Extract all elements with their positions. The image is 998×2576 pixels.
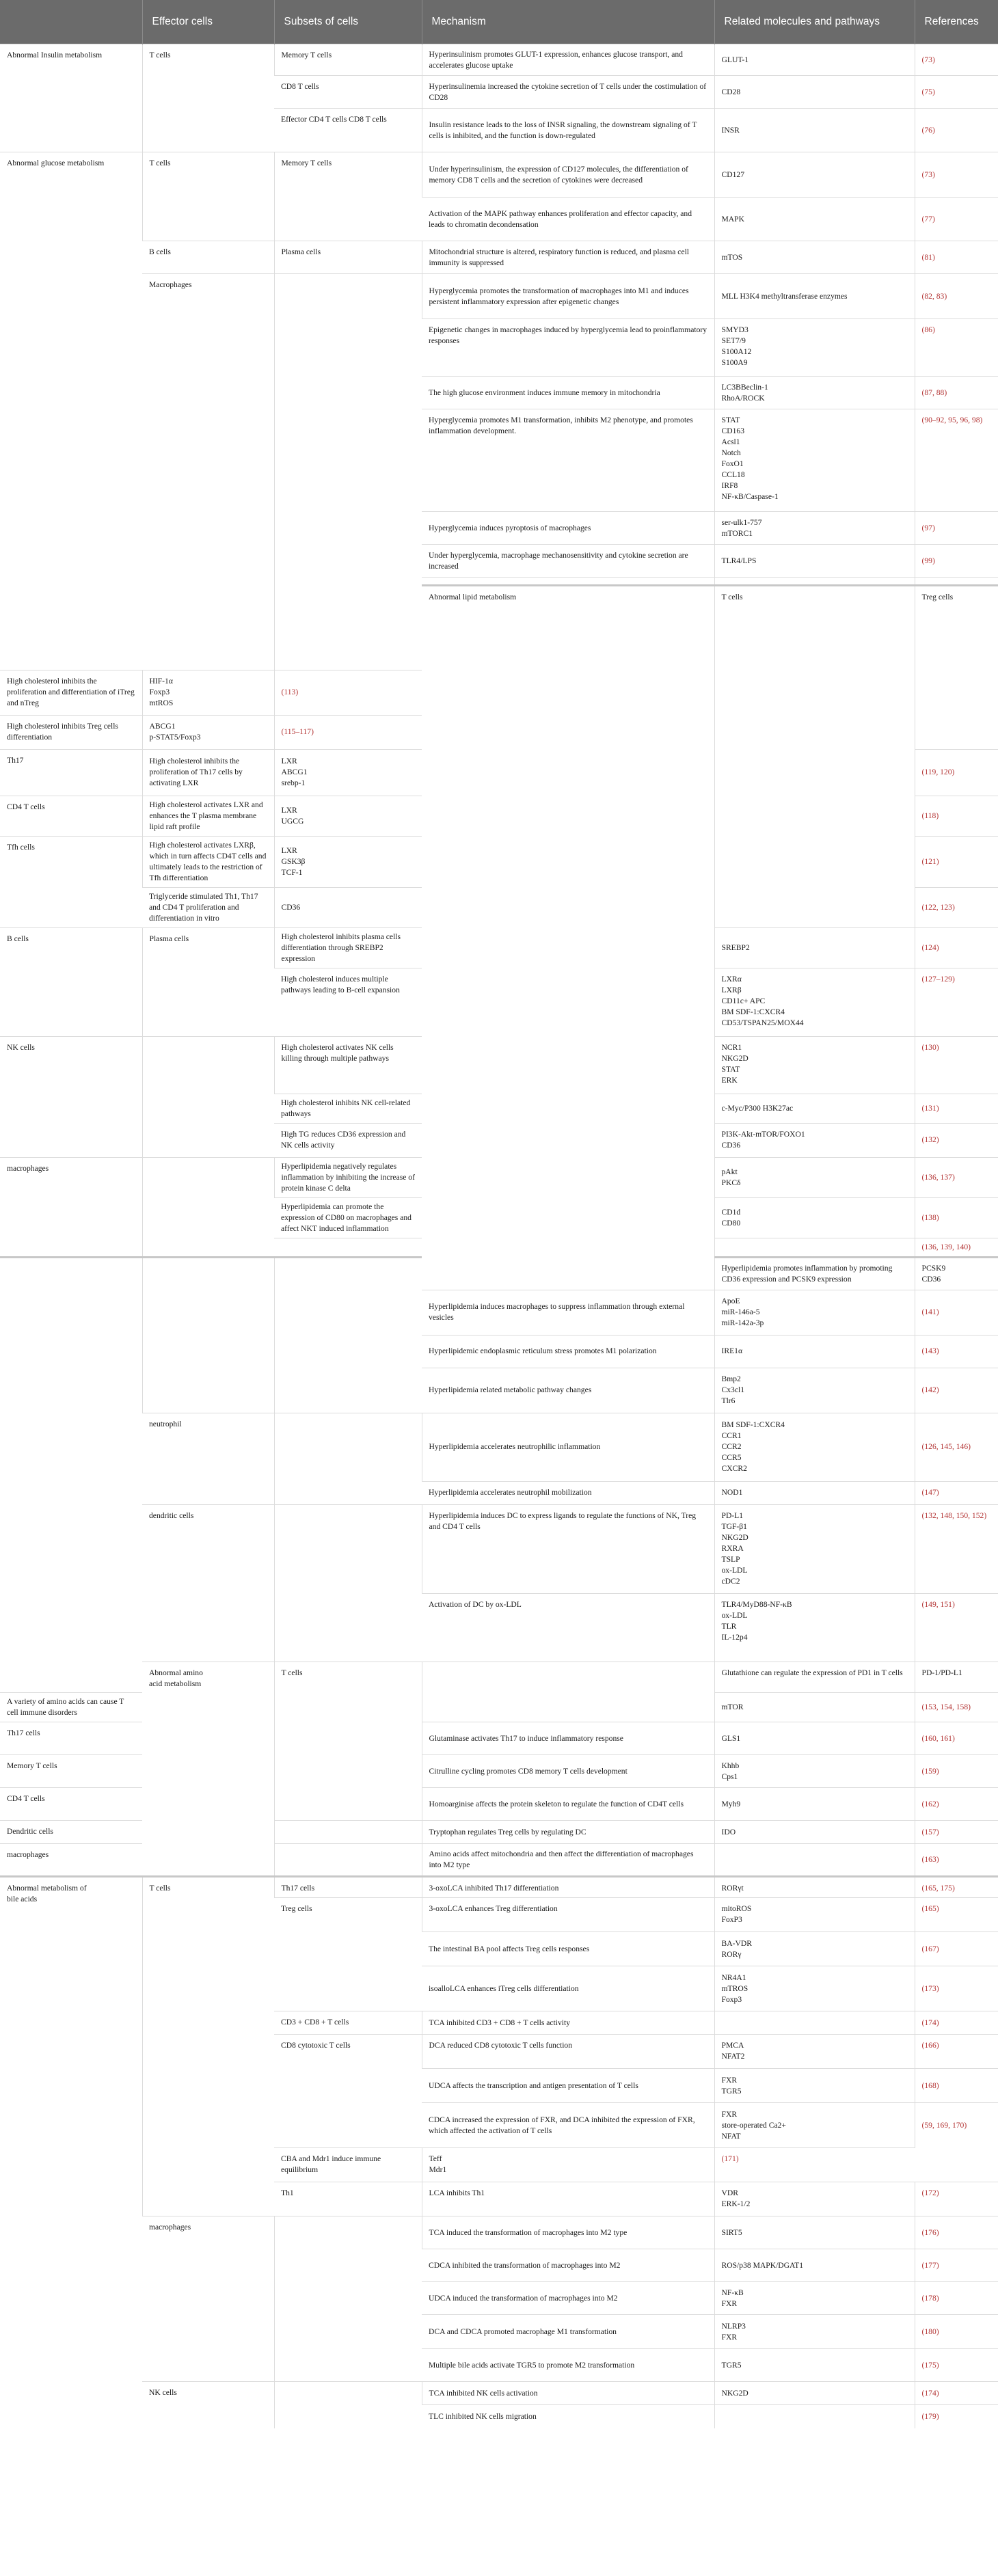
subset-cell: CD8 cytotoxic T cells — [274, 2035, 422, 2148]
reference-cell: (177) — [915, 2249, 998, 2282]
mechanism-cell: High cholesterol inhibits NK cell-related pathways — [274, 1094, 422, 1123]
molecules-cell: INSR — [714, 109, 915, 152]
mechanism-cell: High TG reduces CD36 expression and NK cells activity — [274, 1123, 422, 1157]
molecules-cell — [714, 2011, 915, 2035]
reference-cell: (127–129) — [915, 968, 998, 1036]
mechanism-cell: Hyperinsulinism promotes GLUT-1 expression, enhances glucose transport, and accelerates glucose uptake — [422, 44, 714, 76]
molecules-cell: SMYD3 SET7/9 S100A12 S100A9 — [714, 319, 915, 377]
mechanism-cell: TCA inhibited CD3 + CD8 + T cells activity — [422, 2011, 714, 2035]
molecules-cell: TLR4/MyD88-NF-κB ox-LDL TLR IL-12p4 — [714, 1593, 915, 1662]
effector-cell — [142, 1257, 274, 1413]
category-cell: Abnormal lipid metabolism — [422, 586, 714, 1290]
molecules-cell: FXR TGR5 — [714, 2069, 915, 2103]
molecules-cell: Myh9 — [714, 1788, 915, 1821]
molecules-cell — [714, 1844, 915, 1877]
reference-cell: (136, 139, 140) — [915, 1238, 998, 1257]
reference-cell: (163) — [915, 1844, 998, 1877]
molecules-cell: PD-L1 TGF-β1 NKG2D RXRA TSLP ox-LDL cDC2 — [714, 1504, 915, 1593]
molecules-cell: GLUT-1 — [714, 44, 915, 76]
molecules-cell — [714, 1238, 915, 1257]
reference-cell: (172) — [915, 2182, 998, 2216]
subset-cell: Memory T cells — [0, 1755, 142, 1788]
subset-cell — [274, 1504, 422, 1662]
header-category — [0, 0, 142, 44]
table-row — [0, 2382, 998, 2405]
reference-cell: (126, 145, 146) — [915, 1413, 998, 1481]
reference-cell: (130) — [915, 1036, 998, 1094]
molecules-cell: LXR GSK3β TCF-1 — [274, 836, 422, 887]
effector-cell: B cells — [142, 241, 274, 274]
subset-cell: CD4 T cells — [0, 796, 142, 836]
reference-cell: (153, 154, 158) — [915, 1693, 998, 1722]
subset-cell: Treg cells — [274, 1898, 422, 2011]
mechanism-cell: 3-oxoLCA inhibited Th17 differentiation — [422, 1877, 714, 1898]
mechanism-cell: Tryptophan regulates Treg cells by regulating DC — [422, 1821, 714, 1844]
effector-cell: T cells — [142, 152, 274, 241]
subset-cell — [274, 274, 422, 670]
reference-cell: (159) — [915, 1755, 998, 1788]
molecules-cell: NKG2D — [714, 2382, 915, 2405]
subset-cell: Effector CD4 T cells CD8 T cells — [274, 109, 422, 152]
molecules-cell: IDO — [714, 1821, 915, 1844]
effector-cell: Dendritic cells — [0, 1821, 142, 1844]
mechanism-cell: The high glucose environment induces immune memory in mitochondria — [422, 377, 714, 409]
header-references: References — [915, 0, 998, 44]
subset-cell: CD4 T cells — [0, 1788, 142, 1821]
subset-cell — [274, 1257, 422, 1413]
category-cell — [0, 1257, 142, 1693]
reference-cell: (115–117) — [274, 715, 422, 749]
reference-cell: (167) — [915, 1932, 998, 1966]
molecules-cell: BM SDF-1:CXCR4 CCR1 CCR2 CCR5 CXCR2 — [714, 1413, 915, 1481]
reference-cell: (82, 83) — [915, 274, 998, 319]
mechanism-cell: CDCA inhibited the transformation of macrophages into M2 — [422, 2249, 714, 2282]
mechanism-cell: Glutaminase activates Th17 to induce inflammatory response — [422, 1722, 714, 1755]
reference-cell: (122, 123) — [915, 887, 998, 927]
reference-cell: (113) — [274, 670, 422, 715]
mechanism-cell: Activation of the MAPK pathway enhances proliferation and effector capacity, and leads to chromatin decondensation — [422, 198, 714, 241]
molecules-cell: Teff Mdr1 — [422, 2148, 714, 2182]
subset-cell: Th17 — [0, 749, 142, 796]
mechanism-cell: Hyperlipidemia induces macrophages to suppress inflammation through external vesicles — [422, 1290, 714, 1335]
mechanism-cell: Under hyperinsulinism, the expression of CD127 molecules, the differentiation of memory CD8 T cells and the secretion of cytokines were decreased — [422, 152, 714, 198]
effector-cell: dendritic cells — [142, 1504, 274, 1662]
molecules-cell: NLRP3 FXR — [714, 2315, 915, 2349]
reference-cell: (174) — [915, 2382, 998, 2405]
molecules-cell: Bmp2 Cx3cl1 Tlr6 — [714, 1368, 915, 1413]
mechanism-cell: High cholesterol inhibits the proliferation and differentiation of iTreg and nTreg — [0, 670, 142, 715]
category-cell: Abnormal metabolism of bile acids — [0, 1877, 142, 2428]
reference-cell: (118) — [915, 796, 998, 836]
mechanism-cell: Hyperglycemia promotes the transformation of macrophages into M1 and induces persistent inflammatory expression after epigenetic changes — [422, 274, 714, 319]
header-subsets-of-cells: Subsets of cells — [274, 0, 422, 44]
table-body — [0, 44, 998, 2428]
reference-cell: (142) — [915, 1368, 998, 1413]
molecules-cell: LXR UGCG — [274, 796, 422, 836]
molecules-cell: CD28 — [714, 76, 915, 109]
effector-cell: NK cells — [142, 2382, 274, 2428]
molecules-cell: mTOR — [714, 1693, 915, 1722]
effector-cell: B cells — [0, 927, 142, 1036]
reference-cell: (87, 88) — [915, 377, 998, 409]
reference-cell: (90–92, 95, 96, 98) — [915, 409, 998, 512]
reference-cell: (171) — [714, 2148, 915, 2182]
reference-cell: (141) — [915, 1290, 998, 1335]
reference-cell: (149, 151) — [915, 1593, 998, 1662]
effector-cell: Macrophages — [142, 274, 274, 670]
molecules-cell: mitoROS FoxP3 — [714, 1898, 915, 1932]
molecules-cell: CD1d CD80 — [714, 1197, 915, 1238]
mechanism-cell: Under hyperglycemia, macrophage mechanosensitivity and cytokine secretion are increased — [422, 545, 714, 578]
mechanism-cell: UDCA affects the transcription and antigen presentation of T cells — [422, 2069, 714, 2103]
subset-cell — [274, 2382, 422, 2428]
reference-cell: (119, 120) — [915, 749, 998, 796]
mechanism-cell — [274, 1238, 422, 1257]
mechanism-cell: Hyperglycemia induces pyroptosis of macrophages — [422, 512, 714, 545]
molecules-cell: ROS/p38 MAPK/DGAT1 — [714, 2249, 915, 2282]
reference-cell: (162) — [915, 1788, 998, 1821]
molecules-cell: HIF-1α Foxp3 mtROS — [142, 670, 274, 715]
table-row — [0, 2216, 998, 2249]
molecules-cell — [714, 2405, 915, 2428]
reference-cell: (132) — [915, 1123, 998, 1157]
subset-cell: Th17 cells — [0, 1722, 142, 1755]
mechanism-cell: CDCA increased the expression of FXR, and DCA inhibited the expression of FXR, which affected the activation of T cells — [422, 2103, 714, 2148]
header-related-molecules: Related molecules and pathways — [714, 0, 915, 44]
molecules-cell: mTOS — [714, 241, 915, 274]
subset-cell: Plasma cells — [142, 927, 274, 1036]
category-cell: Abnormal Insulin metabolism — [0, 44, 142, 152]
mechanism-cell: Hyperlipidemia induces DC to express ligands to regulate the functions of NK, Treg and CD4 T cells — [422, 1504, 714, 1593]
reference-cell: (59, 169, 170) — [915, 2103, 998, 2148]
reference-cell: (138) — [915, 1197, 998, 1238]
reference-cell: (179) — [915, 2405, 998, 2428]
effector-cell: T cells — [274, 1662, 422, 1821]
mechanism-cell: DCA and CDCA promoted macrophage M1 transformation — [422, 2315, 714, 2349]
subset-cell: Tfh cells — [0, 836, 142, 927]
mechanism-cell: High cholesterol activates NK cells killing through multiple pathways — [274, 1036, 422, 1094]
reference-cell: (157) — [915, 1821, 998, 1844]
mechanism-cell: Glutathione can regulate the expression of PD1 in T cells — [714, 1662, 915, 1693]
subset-cell: CD3 + CD8 + T cells — [274, 2011, 422, 2035]
molecules-cell: ABCG1 p-STAT5/Foxp3 — [142, 715, 274, 749]
subset-cell: CD8 T cells — [274, 76, 422, 109]
effector-cell: neutrophil — [142, 1413, 274, 1504]
subset-cell — [274, 1413, 422, 1504]
table-row — [0, 152, 998, 198]
mechanism-cell: Hyperglycemia promotes M1 transformation, inhibits M2 phenotype, and promotes inflammation development. — [422, 409, 714, 512]
mechanism-cell: High cholesterol inhibits plasma cells differentiation through SREBP2 expression — [274, 927, 422, 968]
mechanism-cell: Hyperinsulinemia increased the cytokine secretion of T cells under the costimulation of CD28 — [422, 76, 714, 109]
header-row — [0, 0, 998, 44]
mechanism-cell: Hyperlipidemia negatively regulates inflammation by inhibiting the increase of protein kinase C delta — [274, 1157, 422, 1197]
mechanism-cell: CBA and Mdr1 induce immune equilibrium — [274, 2148, 422, 2182]
reference-cell: (76) — [915, 109, 998, 152]
mechanism-cell: Hyperlipidemia promotes inflammation by promoting CD36 expression and PCSK9 expression — [714, 1257, 915, 1290]
mechanism-cell: Insulin resistance leads to the loss of INSR signaling, the downstream signaling of T cells is inhibited, and the function is down-regulated — [422, 109, 714, 152]
header-effector-cells: Effector cells — [142, 0, 274, 44]
mechanism-cell — [422, 578, 714, 586]
mechanism-cell: The intestinal BA pool affects Treg cells responses — [422, 1932, 714, 1966]
mechanism-cell: TCA inhibited NK cells activation — [422, 2382, 714, 2405]
subset-cell — [274, 1821, 422, 1844]
header-mechanism: Mechanism — [422, 0, 714, 44]
molecules-cell: PMCA NFAT2 — [714, 2035, 915, 2069]
molecules-cell: NOD1 — [714, 1481, 915, 1504]
molecules-cell: TLR4/LPS — [714, 545, 915, 578]
effector-cell: T cells — [142, 1877, 274, 2216]
mechanism-cell: Epigenetic changes in macrophages induced by hyperglycemia lead to proinflammatory responses — [422, 319, 714, 377]
table-row — [0, 44, 998, 76]
effector-cell: T cells — [714, 586, 915, 928]
mechanism-cell: Hyperlipidemia can promote the expression of CD80 on macrophages and affect NKT induced inflammation — [274, 1197, 422, 1238]
molecules-cell: TGR5 — [714, 2349, 915, 2382]
molecules-cell: SREBP2 — [714, 927, 915, 968]
mechanism-cell: 3-oxoLCA enhances Treg differentiation — [422, 1898, 714, 1932]
reference-cell — [915, 578, 998, 586]
molecules-cell: VDR ERK-1/2 — [714, 2182, 915, 2216]
molecules-cell: CD127 — [714, 152, 915, 198]
table-row — [0, 241, 998, 274]
reference-cell: (168) — [915, 2069, 998, 2103]
mechanism-cell: High cholesterol activates LXR and enhances the T plasma membrane lipid raft profile — [142, 796, 274, 836]
reference-cell: (175) — [915, 2349, 998, 2382]
reference-cell: (143) — [915, 1335, 998, 1368]
mechanism-cell: Activation of DC by ox-LDL — [422, 1593, 714, 1662]
molecules-cell: NCR1 NKG2D STAT ERK — [714, 1036, 915, 1094]
reference-cell: (124) — [915, 927, 998, 968]
mechanism-cell: Multiple bile acids activate TGR5 to promote M2 transformation — [422, 2349, 714, 2382]
mechanism-cell: Amino acids affect mitochondria and then affect the differentiation of macrophages into M2 type — [422, 1844, 714, 1877]
mechanism-cell: Mitochondrial structure is altered, respiratory function is reduced, and plasma cell immunity is suppressed — [422, 241, 714, 274]
reference-cell: (121) — [915, 836, 998, 887]
molecules-cell: STAT CD163 Acsl1 Notch FoxO1 CCL18 IRF8 NF-κB/Caspase-1 — [714, 409, 915, 512]
subset-cell: Memory T cells — [274, 44, 422, 76]
reference-cell: (73) — [915, 152, 998, 198]
reference-cell: (178) — [915, 2282, 998, 2315]
effector-cell: macrophages — [0, 1157, 142, 1257]
molecules-cell — [714, 578, 915, 586]
reference-cell: (173) — [915, 1966, 998, 2011]
mechanism-cell: LCA inhibits Th1 — [422, 2182, 714, 2216]
reference-cell: (131) — [915, 1094, 998, 1123]
mechanism-cell: Homoarginise affects the protein skeleton to regulate the function of CD4T cells — [422, 1788, 714, 1821]
reference-cell: (99) — [915, 545, 998, 578]
mechanism-cell: TCA induced the transformation of macrophages into M2 type — [422, 2216, 714, 2249]
reference-cell: (165) — [915, 1898, 998, 1932]
mechanism-cell: Hyperlipidemia accelerates neutrophilic inflammation — [422, 1413, 714, 1481]
subset-cell — [274, 1844, 422, 1877]
mechanism-cell: Hyperlipidemic endoplasmic reticulum stress promotes M1 polarization — [422, 1335, 714, 1368]
mechanism-cell: DCA reduced CD8 cytotoxic T cells function — [422, 2035, 714, 2069]
molecules-cell: PI3K-Akt-mTOR/FOXO1 CD36 — [714, 1123, 915, 1157]
reference-cell: (165, 175) — [915, 1877, 998, 1898]
table-row — [0, 1413, 998, 1481]
subset-cell — [142, 1036, 274, 1157]
effector-cell: macrophages — [142, 2216, 274, 2382]
reference-cell: (77) — [915, 198, 998, 241]
molecules-cell: PCSK9 CD36 — [915, 1257, 998, 1290]
mechanism-cell: High cholesterol induces multiple pathways leading to B-cell expansion — [274, 968, 422, 1036]
molecules-cell: LXRα LXRβ CD11c+ APC BM SDF-1:CXCR4 CD53/TSPAN25/MOX44 — [714, 968, 915, 1036]
molecules-cell: c-Myc/P300 H3K27ac — [714, 1094, 915, 1123]
mechanism-cell: UDCA induced the transformation of macrophages into M2 — [422, 2282, 714, 2315]
molecules-cell: CD36 — [274, 887, 422, 927]
reference-cell: (81) — [915, 241, 998, 274]
subset-cell: Memory T cells — [274, 152, 422, 241]
reference-cell: (174) — [915, 2011, 998, 2035]
reference-cell: (180) — [915, 2315, 998, 2349]
mechanism-cell: Triglyceride stimulated Th1, Th17 and CD4 T proliferation and differentiation in vitro — [142, 887, 274, 927]
subset-cell: Treg cells — [915, 586, 998, 750]
molecules-cell: LXR ABCG1 srebp-1 — [274, 749, 422, 796]
category-cell: Abnormal amino acid metabolism — [142, 1662, 274, 1877]
table-row — [0, 274, 998, 319]
subset-cell — [274, 2216, 422, 2382]
molecules-cell: ser-ulk1-757 mTORC1 — [714, 512, 915, 545]
subset-cell: Th17 cells — [274, 1877, 422, 1898]
subset-cell: Plasma cells — [274, 241, 422, 274]
molecules-cell: MAPK — [714, 198, 915, 241]
table-header — [0, 0, 998, 44]
subset-cell — [142, 1157, 274, 1257]
reference-cell: (97) — [915, 512, 998, 545]
molecules-cell: PD-1/PD-L1 — [915, 1662, 998, 1693]
molecules-cell: LC3BBeclin-1 RhoA/ROCK — [714, 377, 915, 409]
effector-cell: macrophages — [0, 1844, 142, 1877]
mechanism-cell: High cholesterol inhibits Treg cells differentiation — [0, 715, 142, 749]
molecules-cell: GLS1 — [714, 1722, 915, 1755]
molecules-cell: FXR store-operated Ca2+ NFAT — [714, 2103, 915, 2148]
reference-cell: (132, 148, 150, 152) — [915, 1504, 998, 1593]
molecules-cell: BA-VDR RORγ — [714, 1932, 915, 1966]
mechanism-cell: Citrulline cycling promotes CD8 memory T cells development — [422, 1755, 714, 1788]
reference-cell: (86) — [915, 319, 998, 377]
molecules-cell: SIRT5 — [714, 2216, 915, 2249]
effector-cell: T cells — [142, 44, 274, 152]
molecules-cell: RORγt — [714, 1877, 915, 1898]
molecules-cell: NF-κB FXR — [714, 2282, 915, 2315]
category-cell: Abnormal glucose metabolism — [0, 152, 142, 670]
reference-cell: (75) — [915, 76, 998, 109]
mechanism-cell: TLC inhibited NK cells migration — [422, 2405, 714, 2428]
molecules-cell: pAkt PKCδ — [714, 1157, 915, 1197]
mechanism-cell: High cholesterol activates LXRβ, which in turn affects CD4T cells and ultimately leads to the restriction of Tfh differentiation — [142, 836, 274, 887]
molecules-cell: MLL H3K4 methyltransferase enzymes — [714, 274, 915, 319]
reference-cell: (160, 161) — [915, 1722, 998, 1755]
reference-cell: (73) — [915, 44, 998, 76]
molecules-cell: IRE1α — [714, 1335, 915, 1368]
mechanism-cell: High cholesterol inhibits the proliferation of Th17 cells by activating LXR — [142, 749, 274, 796]
subset-cell: Th1 — [274, 2182, 422, 2216]
mechanism-cell: Hyperlipidemia accelerates neutrophil mobilization — [422, 1481, 714, 1504]
reference-cell: (166) — [915, 2035, 998, 2069]
reference-cell: (147) — [915, 1481, 998, 1504]
molecules-cell: ApoE miR-146a-5 miR-142a-3p — [714, 1290, 915, 1335]
molecules-cell: NR4A1 mTROS Foxp3 — [714, 1966, 915, 2011]
molecules-cell: Khhb Cps1 — [714, 1755, 915, 1788]
effector-cell: NK cells — [0, 1036, 142, 1157]
mechanism-cell: Hyperlipidemia related metabolic pathway changes — [422, 1368, 714, 1413]
mechanism-cell: isoalloLCA enhances iTreg cells differentiation — [422, 1966, 714, 2011]
subset-cell — [422, 1662, 714, 1722]
table-row — [0, 1504, 998, 1593]
reference-cell: (176) — [915, 2216, 998, 2249]
reference-cell: (136, 137) — [915, 1157, 998, 1197]
table-row — [0, 1662, 998, 1693]
table-row — [0, 1877, 998, 1898]
mechanism-cell: A variety of amino acids can cause T cell immune disorders — [0, 1693, 142, 1722]
